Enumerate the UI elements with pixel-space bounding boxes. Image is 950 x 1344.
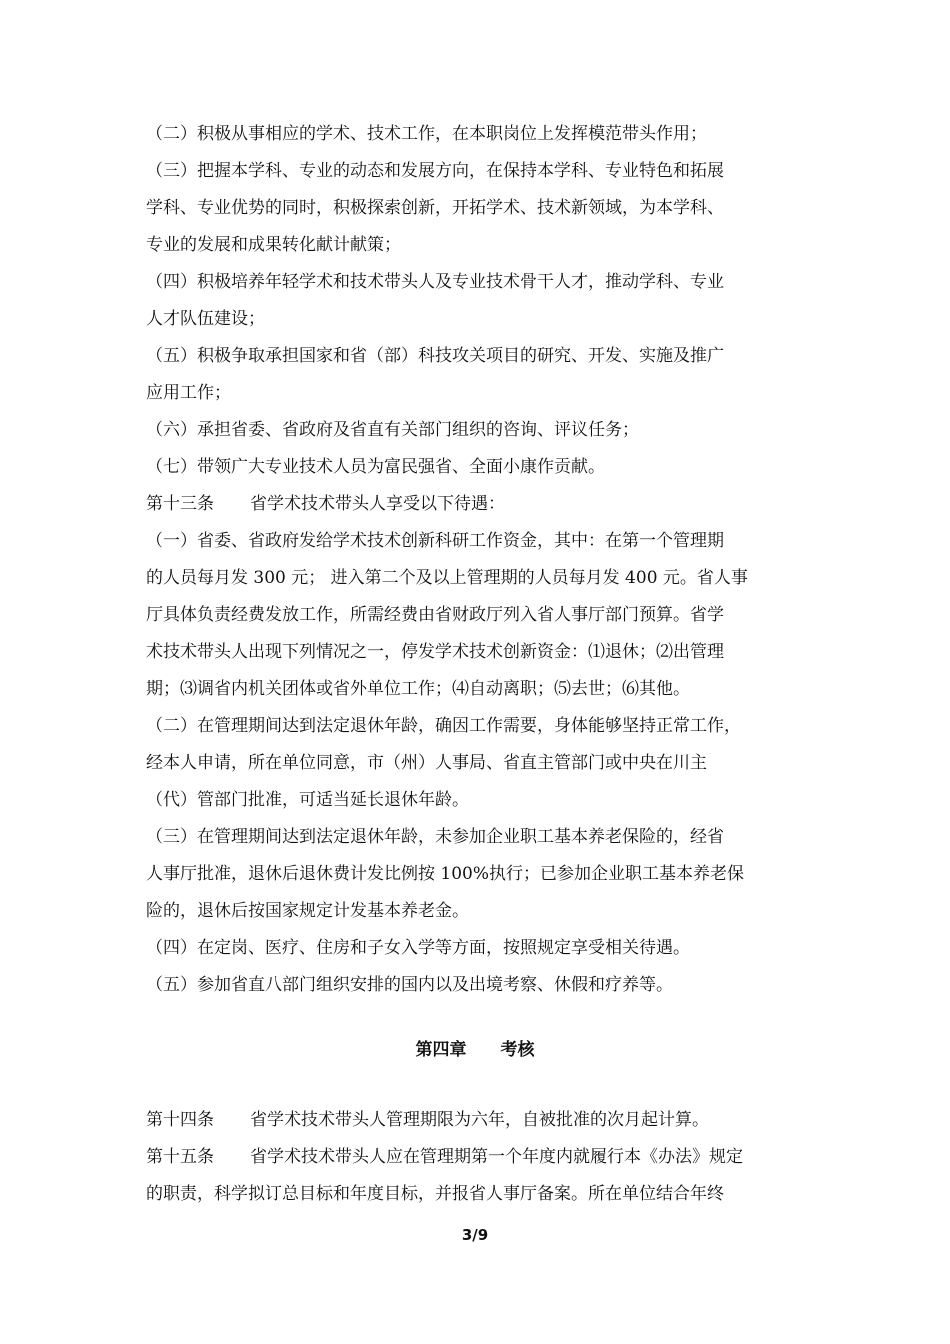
- text-line: （六）承担省委、省政府及省直有关部门组织的咨询、评议任务；: [146, 420, 639, 440]
- current-page: 3: [461, 1226, 473, 1244]
- article-text: 省学术技术带头人享受以下待遇：: [250, 494, 505, 514]
- text-line: （代）管部门批准，可适当延长退休年龄。: [146, 790, 469, 810]
- text-line: （七）带领广大专业技术人员为富民强省、全面小康作贡献。: [146, 457, 605, 477]
- page-separator: /: [472, 1226, 478, 1244]
- text-line: （二）积极从事相应的学术、技术工作，在本职岗位上发挥模范带头作用；: [146, 124, 707, 144]
- text-line: （五）积极争取承担国家和省（部）科技攻关项目的研究、开发、实施及推广: [146, 346, 724, 366]
- text-line: 术技术带头人出现下列情况之一，停发学术技术创新资金：⑴退休；⑵出管理: [146, 642, 724, 662]
- text-line: （二）在管理期间达到法定退休年龄，确因工作需要，身体能够坚持正常工作，: [146, 716, 741, 736]
- text-line: （一）省委、省政府发给学术技术创新科研工作资金，其中：在第一个管理期: [146, 531, 724, 551]
- text-line: 经本人申请，所在单位同意，市（州）人事局、省直主管部门或中央在川主: [146, 753, 707, 773]
- text-line: （四）积极培养年轻学术和技术带头人及专业技术骨干人才，推动学科、专业: [146, 272, 724, 292]
- chapter-title: 考核: [500, 1040, 535, 1060]
- text-line: 人才队伍建设；: [146, 309, 265, 329]
- chapter-heading: [0, 1038, 950, 1062]
- text-line: 的职责，科学拟订总目标和年度目标，并报省人事厅备案。所在单位结合年终: [146, 1184, 724, 1204]
- chapter-number: 第四章: [415, 1040, 467, 1060]
- text-line: 的人员每月发 300 元； 进入第二个及以上管理期的人员每月发 400 元。省人事: [146, 568, 748, 588]
- text-line: 专业的发展和成果转化献计献策；: [146, 235, 401, 255]
- page-number: [0, 1226, 950, 1244]
- article-text: 省学术技术带头人应在管理期第一个年度内就履行本《办法》规定: [250, 1147, 743, 1167]
- text-line: （三）把握本学科、专业的动态和发展方向，在保持本学科、专业特色和拓展: [146, 161, 724, 181]
- text-line: （五）参加省直八部门组织安排的国内以及出境考察、休假和疗养等。: [146, 975, 673, 995]
- article-text: 省学术技术带头人管理期限为六年，自被批准的次月起计算。: [250, 1110, 709, 1130]
- text-line: 学科、专业优势的同时，积极探索创新，开拓学术、技术新领域，为本学科、: [146, 198, 724, 218]
- text-line: 人事厅批准，退休后退休费计发比例按 100%执行；已参加企业职工基本养老保: [146, 864, 745, 884]
- article-number: 第十五条: [146, 1147, 214, 1167]
- article-number: 第十四条: [146, 1110, 214, 1130]
- article-number: 第十三条: [146, 494, 214, 514]
- text-line: 应用工作；: [146, 383, 231, 403]
- article-13: [146, 492, 810, 516]
- article-15: [146, 1145, 810, 1169]
- text-line: 厅具体负责经费发放工作，所需经费由省财政厅列入省人事厅部门预算。省学: [146, 605, 724, 625]
- text-line: 期；⑶调省内机关团体或省外单位工作；⑷自动离职；⑸去世；⑹其他。: [146, 679, 690, 699]
- article-14: [146, 1108, 810, 1132]
- text-line: （四）在定岗、医疗、住房和子女入学等方面，按照规定享受相关待遇。: [146, 938, 690, 958]
- text-line: 险的，退休后按国家规定计发基本养老金。: [146, 901, 469, 921]
- total-pages: 9: [477, 1226, 489, 1244]
- text-line: （三）在管理期间达到法定退休年龄，未参加企业职工基本养老保险的，经省: [146, 827, 724, 847]
